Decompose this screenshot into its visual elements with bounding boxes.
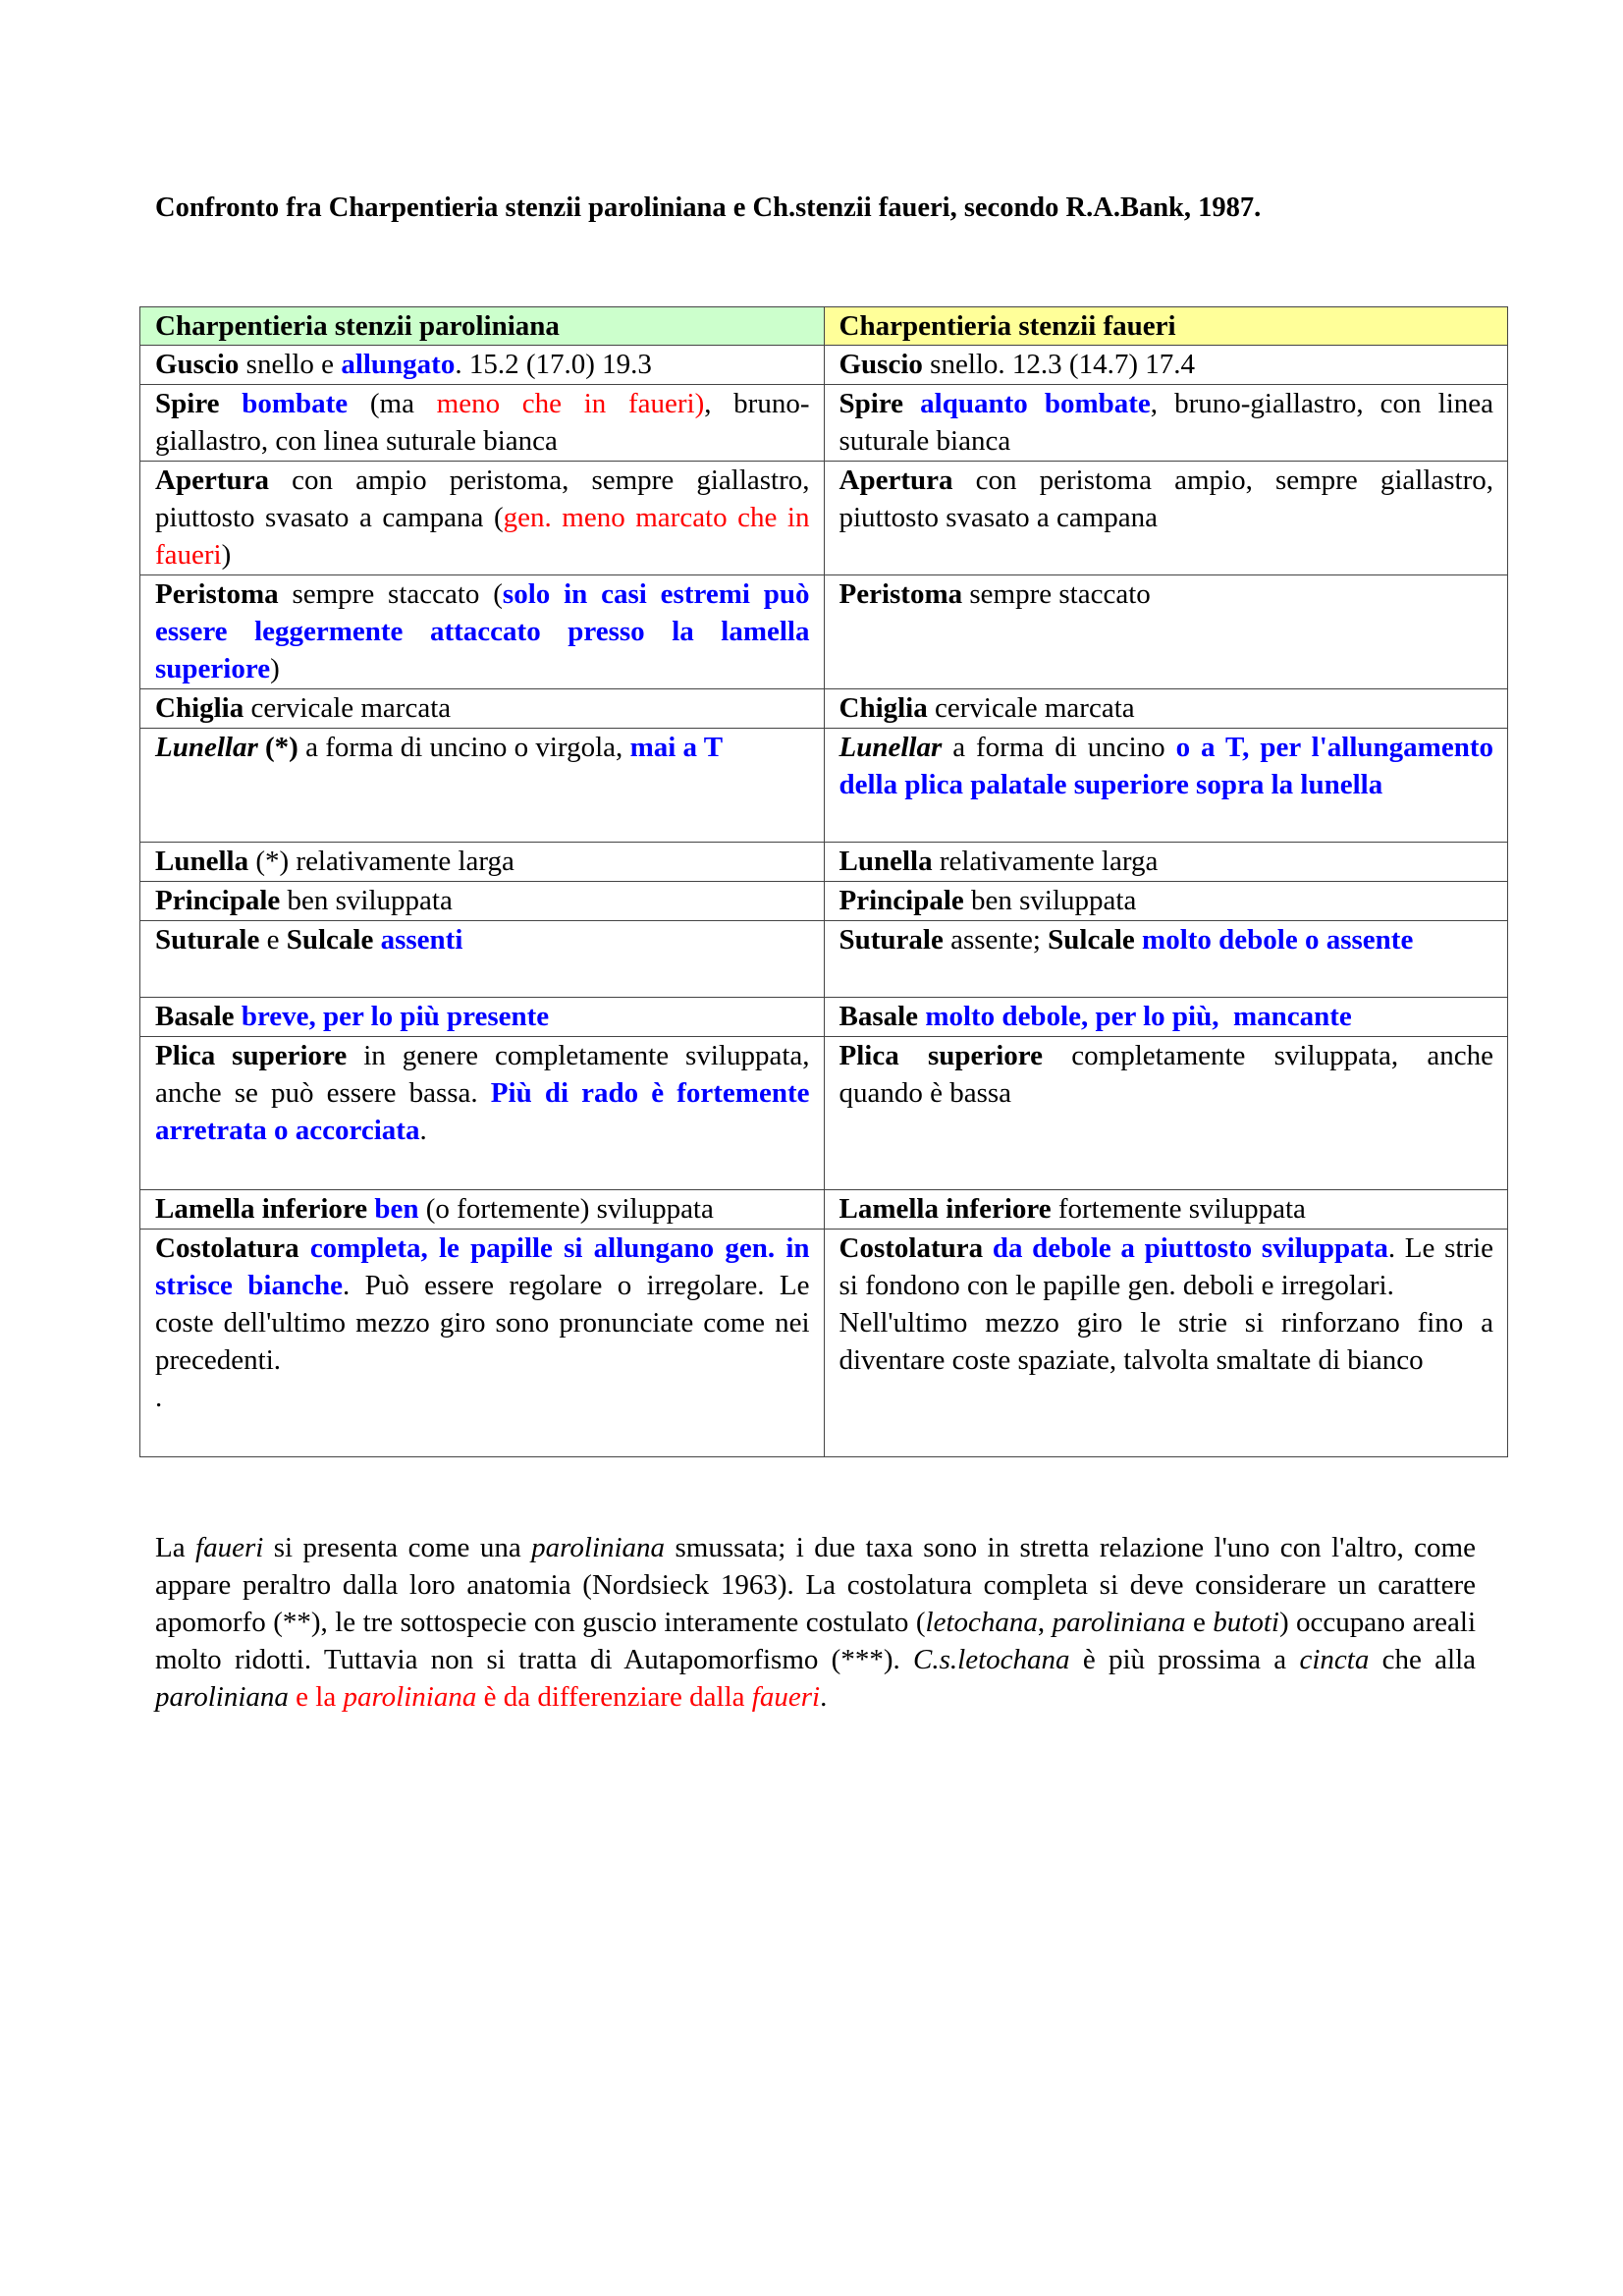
paroliniana-segment: breve, per lo più presente (241, 1001, 550, 1032)
paragraph-segment: paroliniana (343, 1681, 477, 1713)
table-row (140, 882, 1508, 921)
cell-faueri (824, 575, 1508, 689)
paroliniana-segment: Guscio (155, 349, 240, 380)
commentary-paragraph (155, 1529, 1484, 1716)
faueri-segment: Apertura (839, 465, 953, 496)
faueri-segment: relativamente larga (932, 846, 1159, 877)
paroliniana-segment: . (419, 1115, 427, 1146)
cell-faueri (824, 729, 1508, 843)
paragraph-segment: si presenta come una (263, 1532, 532, 1563)
faueri-segment: sempre staccato (962, 578, 1151, 610)
cell-paroliniana (140, 1190, 825, 1230)
paroliniana-segment: Chiglia (155, 692, 244, 724)
table-row (140, 1037, 1508, 1190)
paroliniana-segment (373, 924, 380, 956)
paragraph-segment: letochana (925, 1607, 1038, 1638)
paragraph-segment: paroliniana (531, 1532, 666, 1563)
paragraph-segment: e la (296, 1681, 344, 1713)
paroliniana-segment: cervicale marcata (243, 692, 452, 724)
cell-paroliniana (140, 843, 825, 882)
paroliniana-segment: gen. meno marcato che in faueri (155, 502, 817, 571)
paroliniana-segment: allungato (341, 349, 456, 380)
paroliniana-segment: ben (374, 1193, 419, 1225)
paragraph-segment: faueri (195, 1532, 264, 1563)
paroliniana-segment: Apertura (155, 465, 269, 496)
header-paroliniana: Charpentieria stenzii paroliniana (140, 307, 825, 346)
faueri-segment (903, 388, 920, 419)
cell-paroliniana (140, 346, 825, 385)
paragraph-segment: è da differenziare dalla (476, 1681, 752, 1713)
faueri-segment: snello. 12.3 (14.7) 17.4 (922, 349, 1195, 380)
cell-faueri (824, 385, 1508, 462)
paragraph-segment: butoti (1213, 1607, 1279, 1638)
header-faueri: Charpentieria stenzii faueri (824, 307, 1508, 346)
cell-paroliniana (140, 921, 825, 998)
paragraph-segment: . (820, 1681, 828, 1713)
cell-faueri (824, 346, 1508, 385)
paroliniana-segment: Peristoma (155, 578, 279, 610)
faueri-segment (983, 1232, 993, 1264)
faueri-segment: o a T, per l'allungamento della plica palatale superiore sopra la lunella (839, 732, 1501, 800)
cell-paroliniana (140, 689, 825, 729)
paragraph-segment: cincta (1299, 1644, 1370, 1675)
paroliniana-segment: mai a T (629, 732, 724, 763)
faueri-segment: Lamella inferiore (839, 1193, 1052, 1225)
paroliniana-segment: Costolatura (155, 1232, 299, 1264)
faueri-segment: Basale (839, 1001, 919, 1032)
table-row (140, 462, 1508, 575)
cell-paroliniana (140, 385, 825, 462)
paroliniana-segment: Basale (155, 1001, 235, 1032)
faueri-segment: Lunella (839, 846, 933, 877)
cell-faueri (824, 1037, 1508, 1190)
faueri-segment: Chiglia (839, 692, 928, 724)
cell-paroliniana (140, 882, 825, 921)
paragraph-segment: C.s.letochana (913, 1644, 1070, 1675)
faueri-segment: molto debole o assente (1142, 924, 1414, 956)
paroliniana-segment: e (259, 924, 287, 956)
faueri-segment: , bruno-giallastro, con linea suturale bianca (839, 388, 1501, 457)
paroliniana-segment: a forma di uncino o virgola, (298, 732, 630, 763)
faueri-segment: Suturale (839, 924, 944, 956)
table-row (140, 998, 1508, 1037)
table-row (140, 575, 1508, 689)
paragraph-segment: smussata; i due taxa sono in stretta relazione l'uno con l'altro, come appare peraltro dalla loro anatomia (Nordsieck 1963). La costolatura completa si deve considerare un carattere apomorfo (**), le tre sottospecie con guscio interamente costulato ( (155, 1532, 1484, 1638)
table-row (140, 921, 1508, 998)
table-row (140, 1230, 1508, 1457)
cell-faueri (824, 1230, 1508, 1457)
paroliniana-segment: . 15.2 (17.0) 19.3 (455, 349, 652, 380)
faueri-segment: Lunellar (839, 732, 943, 763)
paroliniana-segment (220, 388, 243, 419)
paroliniana-segment: in genere completamente sviluppata, anche se può essere bassa. (155, 1040, 817, 1109)
paroliniana-segment: ) (221, 539, 232, 571)
table-row (140, 385, 1508, 462)
paroliniana-segment (235, 1001, 242, 1032)
paroliniana-segment: Plica superiore (155, 1040, 348, 1071)
paroliniana-segment: sempre staccato ( (278, 578, 503, 610)
faueri-segment: ben sviluppata (963, 885, 1137, 916)
comparison-table (139, 306, 1508, 1457)
paroliniana-segment: Lunella (155, 846, 249, 877)
paragraph-segment: paroliniana (155, 1681, 289, 1713)
paroliniana-segment: Lamella inferiore (155, 1193, 368, 1225)
faueri-segment (1135, 924, 1142, 956)
cell-faueri (824, 689, 1508, 729)
table-row (140, 729, 1508, 843)
paragraph-segment: ) occupano areali molto ridotti. Tuttavia non si tratta di Autapomorfismo (***). (155, 1607, 1484, 1675)
table-header-row (140, 307, 1508, 346)
paroliniana-segment: . Può essere regolare o irregolare. Le coste dell'ultimo mezzo giro sono pronunciate come nei precedenti. . (155, 1270, 810, 1413)
cell-paroliniana (140, 729, 825, 843)
cell-faueri (824, 998, 1508, 1037)
cell-faueri (824, 921, 1508, 998)
faueri-segment: molto debole, per lo più, mancante (925, 1001, 1352, 1032)
faueri-segment: Principale (839, 885, 964, 916)
faueri-segment: . Le strie si fondono con le papille gen. deboli e irregolari. Nell'ultimo mezzo giro le strie si rinforzano fino a diventare coste spaziate, talvolta smaltate di bianco (839, 1232, 1493, 1376)
cell-paroliniana (140, 575, 825, 689)
paroliniana-segment: Sulcale (286, 924, 374, 956)
faueri-segment: cervicale marcata (927, 692, 1135, 724)
table-row (140, 689, 1508, 729)
faueri-segment: Plica superiore (839, 1040, 1044, 1071)
paragraph-segment: e (1185, 1607, 1214, 1638)
faueri-segment: Peristoma (839, 578, 963, 610)
paroliniana-segment: assenti (380, 924, 463, 956)
faueri-segment: assente; (943, 924, 1049, 956)
cell-faueri (824, 462, 1508, 575)
paroliniana-segment: bombate (242, 388, 349, 419)
cell-paroliniana (140, 1037, 825, 1190)
paragraph-segment: che alla (1369, 1644, 1484, 1675)
faueri-segment: fortemente sviluppata (1051, 1193, 1306, 1225)
cell-faueri (824, 1190, 1508, 1230)
table-row (140, 346, 1508, 385)
faueri-segment: Costolatura (839, 1232, 984, 1264)
faueri-segment: a forma di uncino (942, 732, 1176, 763)
paragraph-segment: paroliniana (1052, 1607, 1186, 1638)
paroliniana-segment: Lunellar (155, 732, 258, 763)
paroliniana-segment (299, 1232, 310, 1264)
paroliniana-segment: Suturale (155, 924, 260, 956)
paroliniana-segment: Principale (155, 885, 281, 916)
paroliniana-segment: , bruno-giallastro, con linea suturale bianca (155, 388, 810, 457)
cell-faueri (824, 843, 1508, 882)
table-body (140, 346, 1508, 1457)
table-row (140, 1190, 1508, 1230)
paroliniana-segment: ) (270, 653, 280, 684)
faueri-segment: completamente sviluppata, anche quando è bassa (839, 1040, 1501, 1109)
paragraph-segment: La (155, 1532, 196, 1563)
paroliniana-segment: (*) relativamente larga (248, 846, 514, 877)
cell-faueri (824, 882, 1508, 921)
page-title: Confronto fra Charpentieria stenzii paroliniana e Ch.stenzii faueri, secondo R.A.Bank, 1987. (155, 192, 1262, 223)
paragraph-segment: , (1037, 1607, 1053, 1638)
cell-paroliniana (140, 998, 825, 1037)
paroliniana-segment: (*) (257, 732, 298, 763)
paroliniana-segment: Spire (155, 388, 220, 419)
faueri-segment: Guscio (839, 349, 923, 380)
cell-paroliniana (140, 1230, 825, 1457)
paroliniana-segment: ben sviluppata (280, 885, 453, 916)
cell-paroliniana (140, 462, 825, 575)
paroliniana-segment: snello e (239, 349, 342, 380)
paragraph-segment: è più prossima a (1069, 1644, 1300, 1675)
paroliniana-segment: con ampio peristoma, sempre giallastro, piuttosto svasato a campana ( (155, 465, 817, 533)
table-row (140, 843, 1508, 882)
paroliniana-segment: completa, le papille si allungano gen. in strisce bianche (155, 1232, 817, 1301)
paragraph-segment: faueri (751, 1681, 821, 1713)
faueri-segment: da debole a piuttosto sviluppata (992, 1232, 1388, 1264)
paroliniana-segment: solo in casi estremi può essere leggermente attaccato presso la lamella superiore (155, 578, 817, 684)
paroliniana-segment: (o fortemente) sviluppata (418, 1193, 714, 1225)
paroliniana-segment: (ma (348, 388, 437, 419)
paroliniana-segment: Più di rado è fortemente arretrata o accorciata (155, 1077, 817, 1146)
paroliniana-segment: meno che in faueri) (436, 388, 705, 419)
faueri-segment: Sulcale (1048, 924, 1135, 956)
faueri-segment: alquanto bombate (920, 388, 1151, 419)
faueri-segment: con peristoma ampio, sempre giallastro, piuttosto svasato a campana (839, 465, 1501, 533)
faueri-segment: Spire (839, 388, 904, 419)
